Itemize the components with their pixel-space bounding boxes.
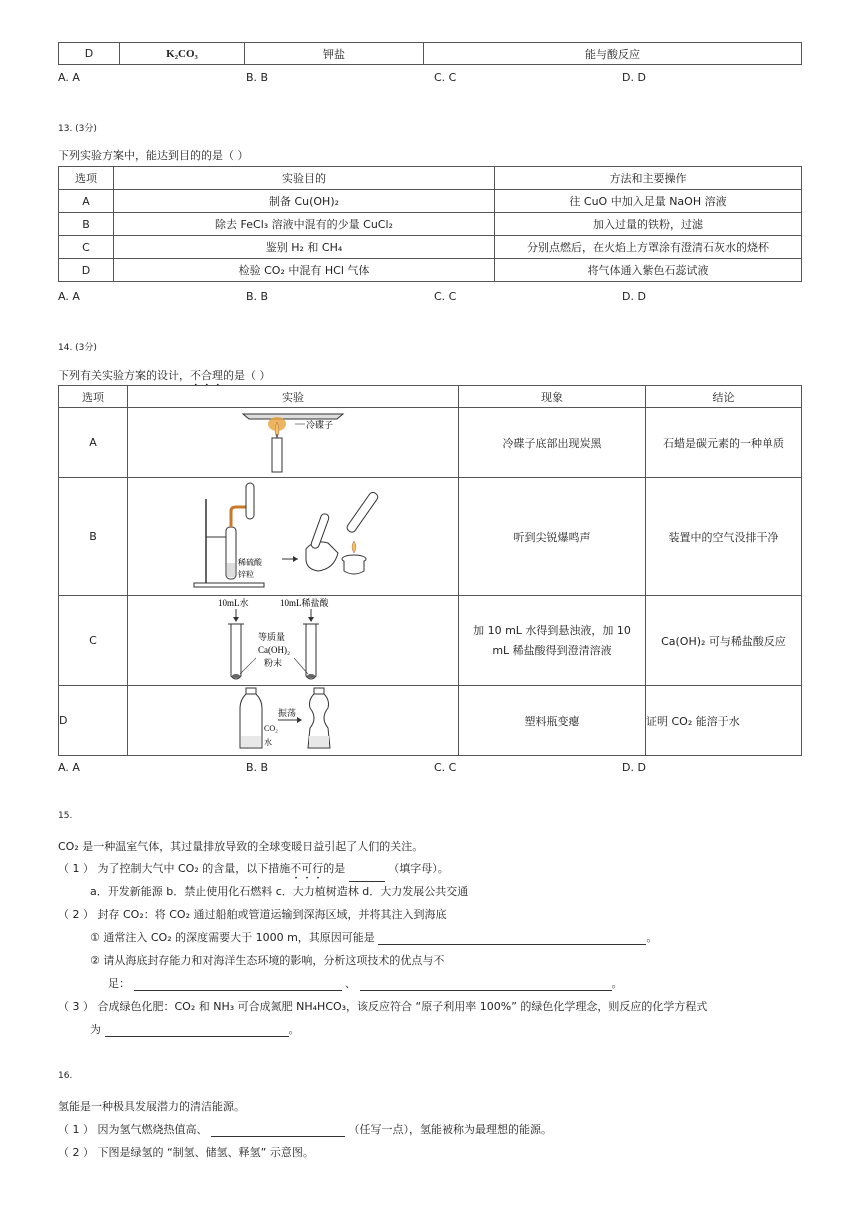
q13-cell: 将气体通入紫色石蕊试液 [495,259,802,282]
figure-label: 锌粒 [238,570,254,579]
option-b[interactable]: B. B [246,290,269,303]
option-a[interactable]: A. A [58,290,80,303]
hydrogen-test-figure [188,479,398,591]
q14-stem: 下列有关实验方案的设计，不合理的是（ ） [58,369,271,382]
figure-label: 10mL稀盐酸 [280,598,329,608]
option-c[interactable]: C. C [434,290,457,303]
answer-blank[interactable] [360,978,612,991]
q15-part2-2: ② 请从海底封存能力和对海洋生态环境的影响，分析这项技术的优点与不 [90,954,445,967]
q12-cell: D [59,43,120,65]
q13-cell: C [59,236,114,259]
emphasis-text: 不合理 [190,369,223,382]
option-d[interactable]: D. D [622,290,646,303]
q14-phenomenon: 塑料瓶变瘪 [459,686,646,756]
option-d[interactable]: D. D [622,761,646,774]
q14-header: 选项 [59,386,128,408]
q13-cell: 分别点燃后，在火焰上方罩涂有澄清石灰水的烧杯 [495,236,802,259]
q13-header: 实验目的 [114,167,495,190]
q13-cell: 加入过量的铁粉，过滤 [495,213,802,236]
q13-stem: 下列实验方案中，能达到目的的是（ ） [58,149,249,162]
option-c[interactable]: C. C [434,71,457,84]
caoh2-test-figure [218,596,368,682]
q15-part1-choices: a．开发新能源 b．禁止使用化石燃料 c．大力植树造林 d．大力发展公共交通 [90,885,469,898]
q15-number: 15. [58,811,73,821]
q15-part2-2b: 足： 、 。 [108,977,623,990]
figure-label: 冷碟子 [306,420,334,430]
option-a[interactable]: A. A [58,761,80,774]
option-b[interactable]: B. B [246,761,269,774]
q14-table [58,385,802,756]
q15-intro: CO₂ 是一种温室气体，其过量排放导致的全球变暖日益引起了人们的关注。 [58,840,424,853]
q13-cell: 除去 FeCl₃ 溶液中混有的少量 CuCl₂ [114,213,495,236]
emphasis-text: 不可行 [290,862,324,875]
q15-part3: （ 3 ） 合成绿色化肥：CO₂ 和 NH₃ 可合成氮肥 NH₄HCO₃，该反应符合 “原子利用率 100%” 的绿色化学理念，则反应的化学方程式 [58,1000,708,1013]
q14-option: B [59,478,128,596]
q13-table [58,166,802,282]
figure-label: 粉末 [264,658,283,668]
figure-label: 水 [264,738,272,747]
q13-header: 方法和主要操作 [495,167,802,190]
q16-number: 16. [58,1071,73,1081]
q14-option: A [59,408,128,478]
figure-label: Ca(OH)₂ [258,645,291,655]
q12-cell: 能与酸反应 [424,43,802,65]
figure-label: 振荡 [278,708,297,718]
q12-cell: 钾盐 [245,43,424,65]
q12-options [58,71,778,87]
answer-blank[interactable] [349,869,385,882]
q14-options [58,761,778,777]
q14-conclusion: 石蜡是碳元素的一种单质 [646,408,802,478]
q15-part2: （ 2 ） 封存 CO₂：将 CO₂ 通过船舶或管道运输到深海区域，并将其注入到海底 [58,908,447,921]
figure-a-candle [128,408,459,478]
q13-cell: B [59,213,114,236]
bottle-figure [238,686,348,752]
q12-cell: K₂CO₃ [120,43,245,65]
q14-option: D [59,686,128,756]
figure-b-hydrogen [128,478,459,596]
q14-conclusion: Ca(OH)₂ 可与稀盐酸反应 [646,596,802,686]
q14-phenomenon: 冷碟子底部出现炭黑 [459,408,646,478]
q13-cell: 检验 CO₂ 中混有 HCl 气体 [114,259,495,282]
figure-label: 稀硫酸 [238,558,262,567]
q13-number: 13. (3分) [58,124,97,134]
q16-intro: 氢能是一种极具发展潜力的清洁能源。 [58,1100,245,1113]
q16-part2: （ 2 ） 下图是绿氢的 “制氢、储氢、释氢” 示意图。 [58,1146,314,1159]
figure-label: CO₂ [264,724,278,733]
answer-blank[interactable] [378,932,646,945]
figure-label: 10mL水 [218,598,249,608]
q15-part3b: 为 。 [90,1023,300,1036]
option-a[interactable]: A. A [58,71,80,84]
q15-part2-1: ① 通常注入 CO₂ 的深度需要大于 1000 m，其原因可能是 。 [90,931,658,944]
option-c[interactable]: C. C [434,761,457,774]
q14-header: 现象 [459,386,646,408]
q14-conclusion: 证明 CO₂ 能溶于水 [646,686,802,756]
option-d[interactable]: D. D [622,71,646,84]
figure-label: 等质量 [258,632,286,642]
q14-phenomenon: 听到尖锐爆鸣声 [459,478,646,596]
answer-blank[interactable] [105,1024,289,1037]
candle-plate-figure [233,408,353,474]
q14-number: 14. (3分) [58,343,97,353]
q14-option: C [59,596,128,686]
answer-blank[interactable] [134,978,342,991]
q14-phenomenon: 加 10 mL 水得到悬浊液，加 10 mL 稀盐酸得到澄清溶液 [459,596,646,686]
q13-cell: 制备 Cu(OH)₂ [114,190,495,213]
q13-cell: 往 CuO 中加入足量 NaOH 溶液 [495,190,802,213]
figure-d-bottle [128,686,459,756]
figure-c-caoh2 [128,596,459,686]
answer-blank[interactable] [211,1124,345,1137]
q13-options [58,290,778,306]
q14-conclusion: 装置中的空气没排干净 [646,478,802,596]
q13-cell: A [59,190,114,213]
q12-table-tail [58,42,802,65]
q14-header: 实验 [128,386,459,408]
q13-cell: D [59,259,114,282]
q14-header: 结论 [646,386,802,408]
option-b[interactable]: B. B [246,71,269,84]
q16-part1: （ 1 ） 因为氢气燃烧热值高、 （任写一点），氢能被称为最理想的能源。 [58,1123,552,1136]
q13-cell: 鉴别 H₂ 和 CH₄ [114,236,495,259]
q13-header: 选项 [59,167,114,190]
q15-part1: （ 1 ） 为了控制大气中 CO₂ 的含量，以下措施不可行的是 （填字母）。 [58,860,449,882]
